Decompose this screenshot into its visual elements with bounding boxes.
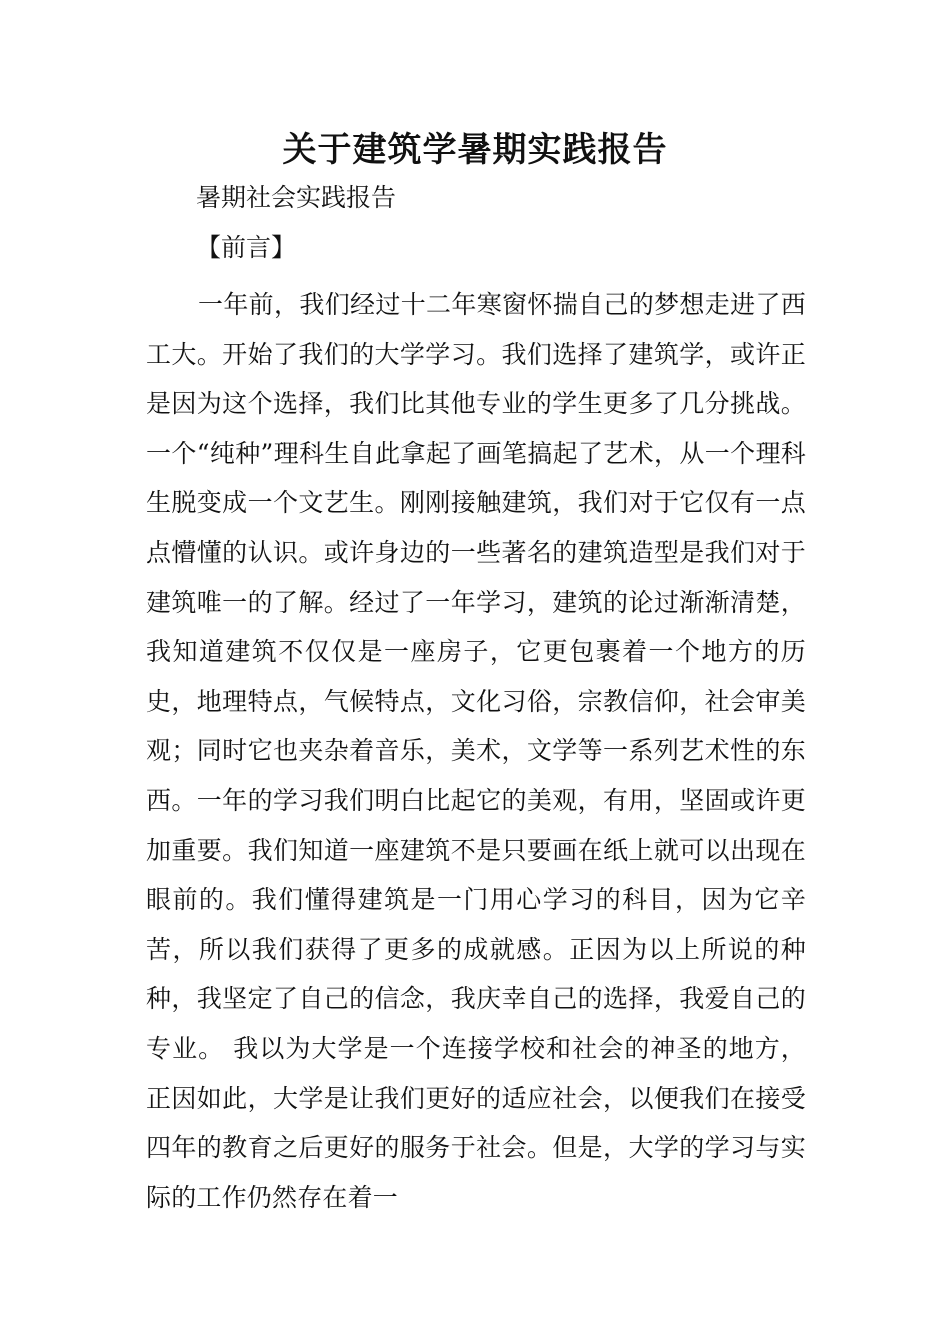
body-paragraph: 一年前，我们经过十二年寒窗怀揣自己的梦想走进了西工大。开始了我们的大学学习。我们选择了建筑学，或许正是因为这个选择，我们比其他专业的学生更多了几分挑战。一个“纯种”理科生自此拿起了画笔搞起了艺术，从一个理科生脱变成一个文艺生。刚刚接触建筑，我们对于它仅有一点点懵懂的认识。或许身边的一些著名的建筑造型是我们对于建筑唯一的了解。经过了一年学习，建筑的论过渐渐清楚，我知道建筑不仅仅是一座房子，它更包裹着一个地方的历史，地理特点，气候特点，文化习俗，宗教信仰，社会审美观；同时它也夹杂着音乐，美术，文学等一系列艺术性的东西。一年的学习我们明白比起它的美观，有用，坚固或许更加重要。我们知道一座建筑不是只要画在纸上就可以出现在眼前的。我们懂得建筑是一门用心学习的科目，因为它辛苦，所以我们获得了更多的成就感。正因为以上所说的种种，我坚定了自己的信念，我庆幸自己的选择，我爱自己的专业。 我以为大学是一个连接学校和社会的神圣的地方，正因如此，大学是让我们更好的适应社会，以便我们在接受四年的教育之后更好的服务于社会。但是，大学的学习与实际的工作仍然存在着一 (146, 290, 806, 1212)
document-subtitle: 暑期社会实践报告 (196, 183, 397, 212)
section-heading: 【前言】 (196, 233, 297, 262)
document-title: 关于建筑学暑期实践报告 (282, 130, 668, 170)
